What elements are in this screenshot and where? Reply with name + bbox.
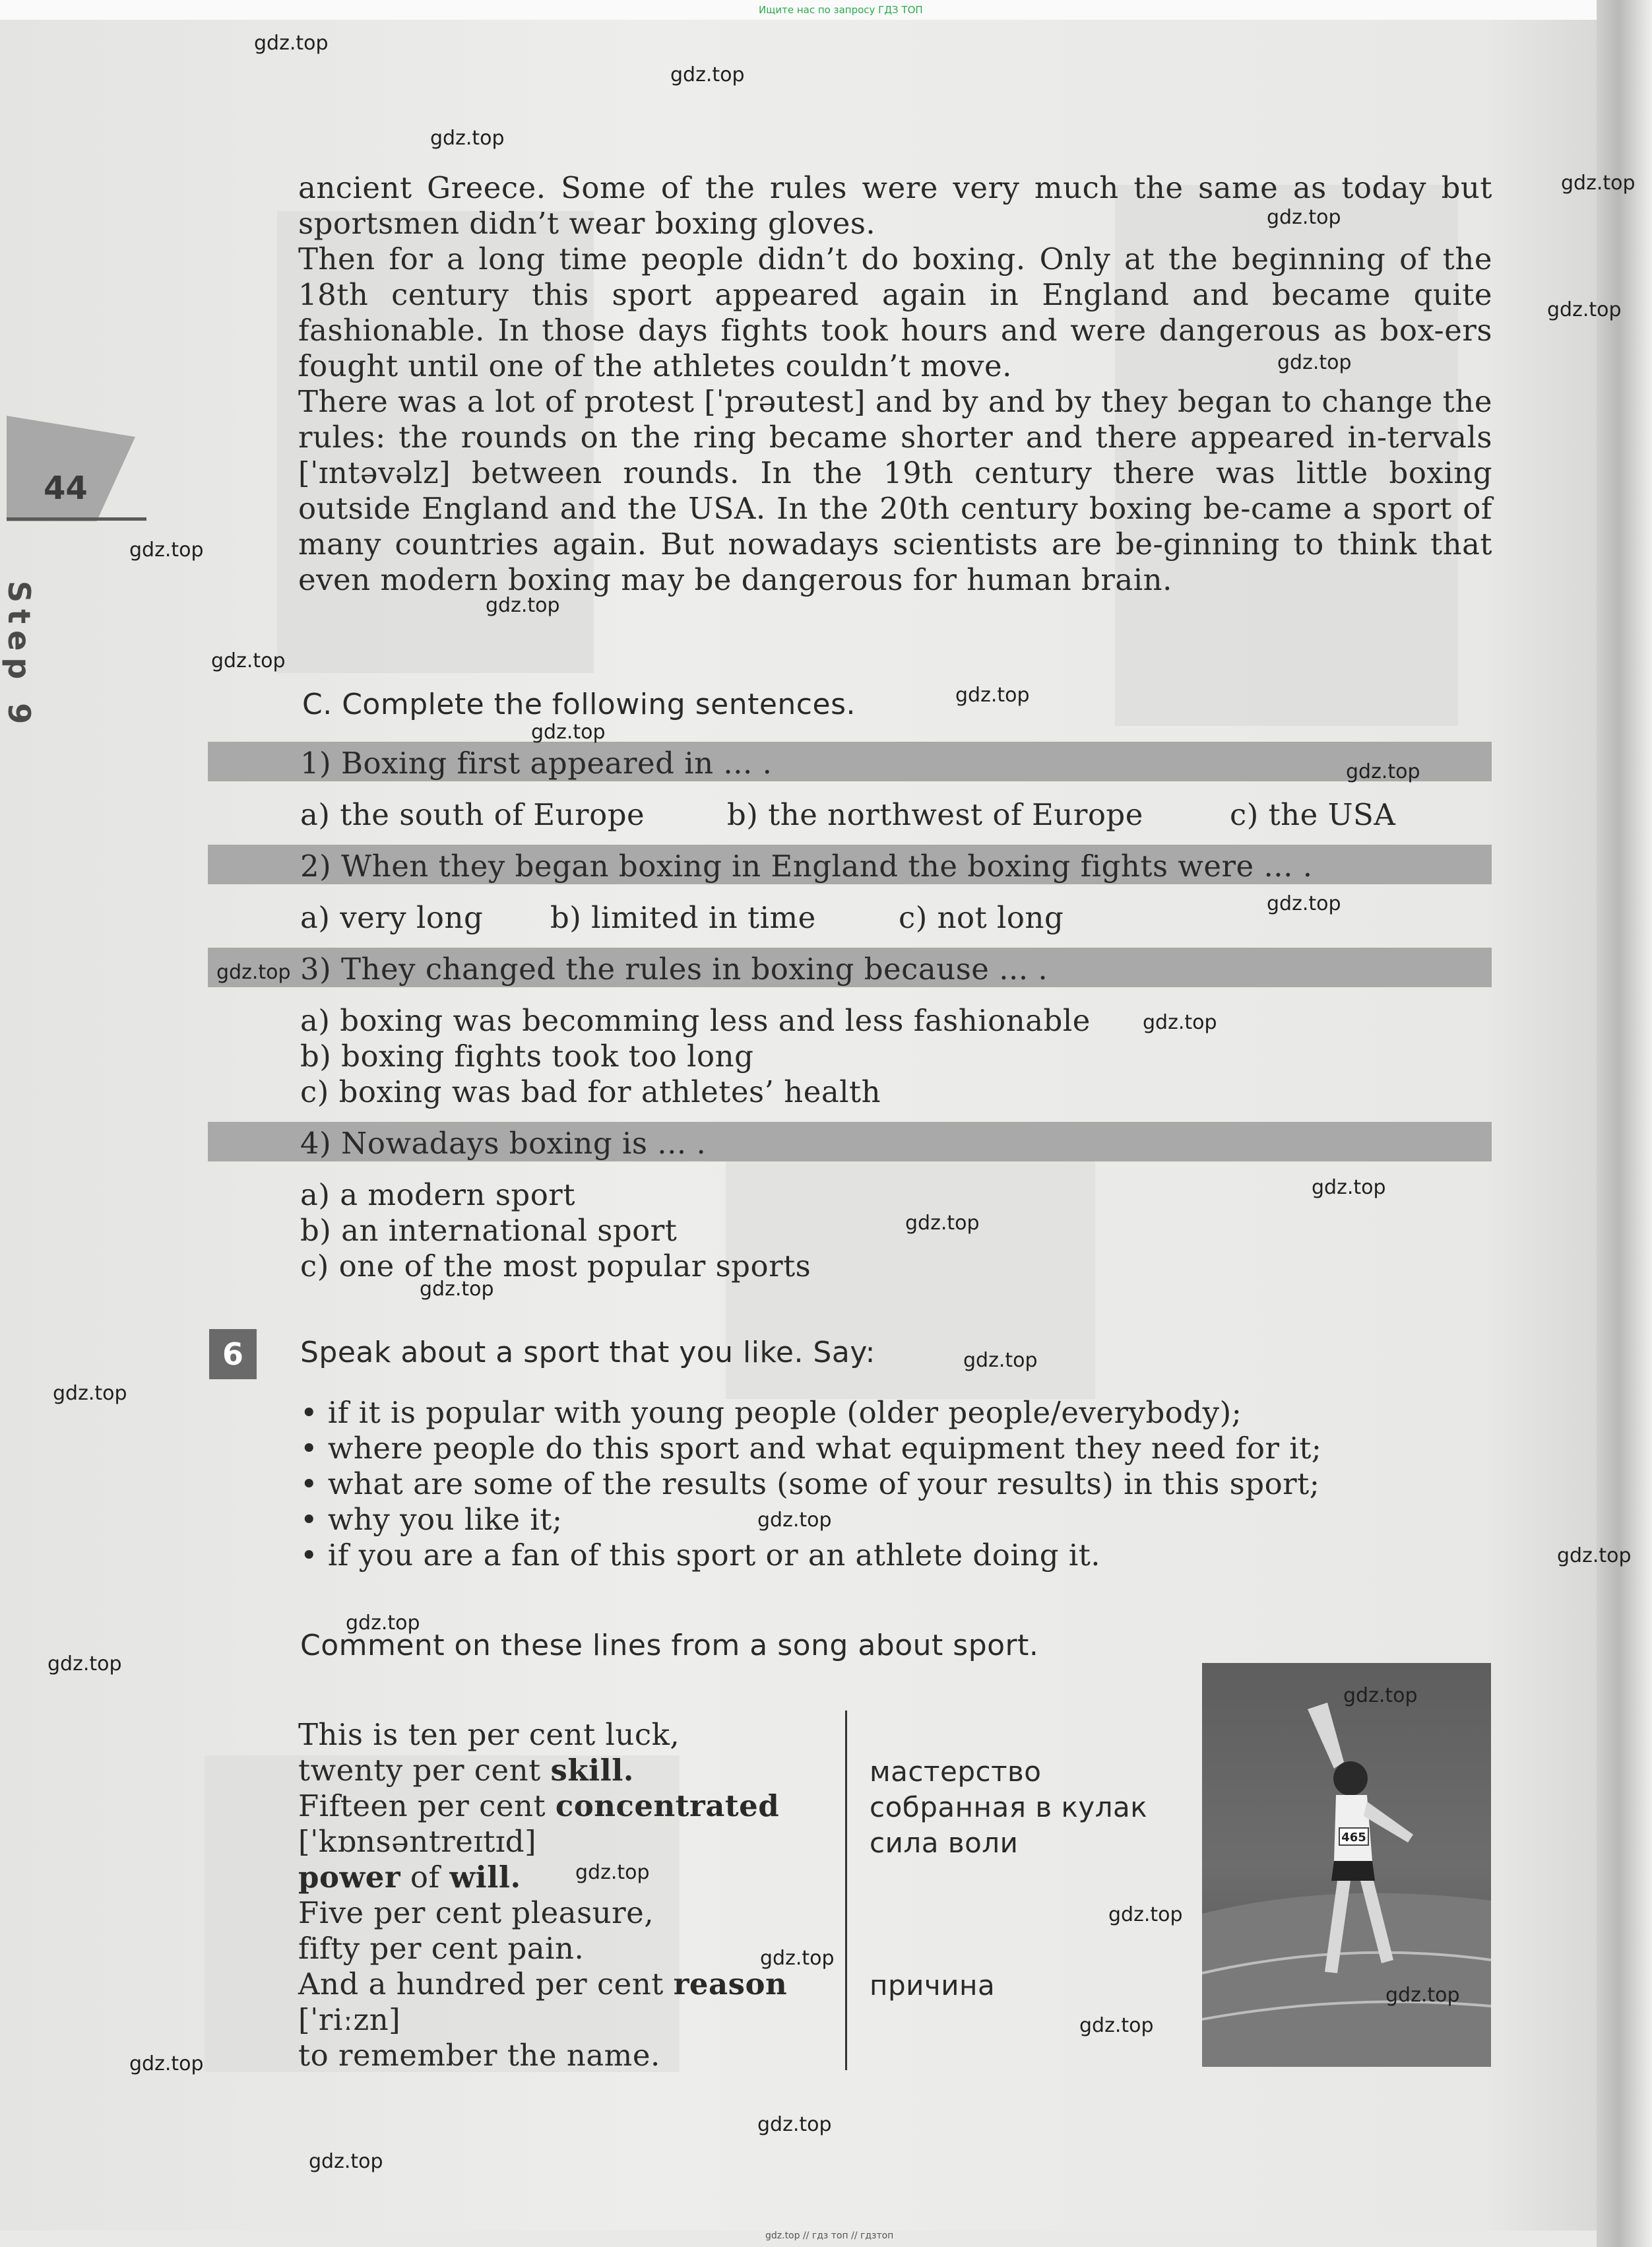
- q4-option-c: c) one of the most popular sports: [300, 1249, 811, 1284]
- page-tab-underline: [7, 517, 146, 521]
- song-line-2: twenty per cent skill.: [298, 1753, 634, 1788]
- step-label: Step 9: [1, 581, 37, 731]
- top-note: Ищите нас по запросу ГДЗ ТОП: [759, 4, 923, 16]
- watermark: gdz.top: [129, 538, 204, 562]
- exercise-c-instruction: C. Complete the following sentences.: [302, 688, 856, 721]
- watermark: gdz.top: [757, 2113, 832, 2136]
- song-line-7: fifty per cent pain.: [298, 1931, 585, 1966]
- question-3: 3) They changed the rules in boxing because ... .: [300, 952, 1048, 987]
- top-strip: [0, 0, 1652, 20]
- question-2: 2) When they began boxing in England the boxing fights were ... .: [300, 849, 1313, 884]
- glossary-divider: [845, 1710, 847, 2070]
- watermark: gdz.top: [1343, 1684, 1418, 1707]
- watermark: gdz.top: [670, 63, 745, 86]
- glossary-reason: причина: [870, 1969, 996, 2002]
- task6-instruction: Speak about a sport that you like. Say:: [300, 1336, 875, 1369]
- watermark: gdz.top: [1079, 2014, 1154, 2037]
- watermark: gdz.top: [1346, 760, 1420, 783]
- q2-option-a: a) very long: [300, 900, 484, 935]
- task6-bullet-4: • why you like it;: [300, 1502, 563, 1537]
- glossary-skill: мастерство: [870, 1755, 1042, 1788]
- q4-option-b: b) an international sport: [300, 1213, 678, 1248]
- watermark: gdz.top: [211, 649, 286, 672]
- song-line-4: [ˈkɒnsəntreɪtɪd]: [298, 1824, 537, 1859]
- watermark: gdz.top: [1267, 892, 1341, 915]
- q1-option-b: b) the northwest of Europe: [727, 797, 1143, 832]
- watermark: gdz.top: [1557, 1544, 1632, 1567]
- watermark: gdz.top: [430, 127, 505, 150]
- page-number: 44: [44, 470, 88, 507]
- task6-bullet-2: • where people do this sport and what equipment they need for it;: [300, 1431, 1322, 1466]
- comment-instruction: Comment on these lines from a song about sport.: [300, 1629, 1039, 1662]
- watermark: gdz.top: [955, 684, 1030, 707]
- task6-bullet-3: • what are some of the results (some of your results) in this sport;: [300, 1466, 1320, 1501]
- watermark: gdz.top: [575, 1861, 650, 1884]
- watermark: gdz.top: [1385, 1984, 1460, 2007]
- page-gutter: [1597, 0, 1652, 2247]
- q1-option-c: c) the USA: [1230, 797, 1396, 832]
- watermark: gdz.top: [1108, 1903, 1183, 1926]
- watermark: gdz.top: [420, 1278, 494, 1301]
- glossary-will-power: сила воли: [870, 1827, 1019, 1859]
- song-line-1: This is ten per cent luck,: [298, 1717, 680, 1752]
- question-4: 4) Nowadays boxing is ... .: [300, 1126, 707, 1161]
- song-line-10: to remember the name.: [298, 2038, 660, 2073]
- watermark: gdz.top: [905, 1212, 980, 1235]
- bottom-note: gdz.top // гдз топ // гдзтоп: [765, 2231, 894, 2241]
- q3-option-c: c) boxing was bad for athletes’ health: [300, 1074, 881, 1109]
- watermark: gdz.top: [309, 2150, 383, 2173]
- watermark: gdz.top: [1267, 206, 1341, 229]
- task-number-box: 6: [209, 1329, 257, 1379]
- reading-paragraph-1: ancient Greece. Some of the rules were very much the same as today but sportsmen didn’t wear boxing gloves.: [298, 170, 1492, 241]
- watermark: gdz.top: [963, 1349, 1038, 1372]
- watermark: gdz.top: [1143, 1011, 1217, 1034]
- bib-number: 465: [1341, 1831, 1366, 1844]
- task6-bullet-5: • if you are a fan of this sport or an athlete doing it.: [300, 1538, 1101, 1573]
- song-line-5: power of will.: [298, 1860, 521, 1895]
- watermark: gdz.top: [1547, 298, 1622, 321]
- reading-paragraph-2: Then for a long time people didn’t do boxing. Only at the beginning of the 18th century this sport appeared again in England and became quite fashionable. In those days fights took hours and were dangerous as box-ers fought until one of the athletes couldn’t move.: [298, 242, 1492, 383]
- q3-option-b: b) boxing fights took too long: [300, 1039, 754, 1074]
- watermark: gdz.top: [48, 1652, 122, 1676]
- watermark: gdz.top: [486, 594, 560, 617]
- reading-paragraph-3: There was a lot of protest [ˈprəutest] and by and by they began to change the rules: the rounds on the ring became shorter and there appeared in-tervals [ˈɪntəvəlz] between rounds. In the 19th century there was little boxing outside England and the USA. In the 20th century boxing be-came a sport of many countries again. But nowadays scientists are be-ginning to think that even modern boxing may be dangerous for human brain.: [298, 384, 1492, 597]
- watermark: gdz.top: [346, 1612, 420, 1635]
- q1-option-a: a) the south of Europe: [300, 797, 645, 832]
- q2-option-c: c) not long: [899, 900, 1064, 935]
- watermark: gdz.top: [1277, 351, 1352, 374]
- watermark: gdz.top: [760, 1947, 835, 1970]
- song-line-8: And a hundred per cent reason: [298, 1967, 788, 2002]
- watermark: gdz.top: [1561, 172, 1636, 195]
- watermark: gdz.top: [254, 32, 329, 55]
- watermark: gdz.top: [53, 1382, 127, 1405]
- watermark: gdz.top: [1312, 1176, 1386, 1199]
- song-line-3: Fifteen per cent concentrated: [298, 1788, 780, 1823]
- watermark: gdz.top: [129, 2052, 204, 2075]
- question-1: 1) Boxing first appeared in ... .: [300, 746, 773, 781]
- q2-option-b: b) limited in time: [550, 900, 816, 935]
- task6-bullet-1: • if it is popular with young people (older people/everybody);: [300, 1395, 1242, 1430]
- watermark: gdz.top: [216, 961, 291, 984]
- watermark: gdz.top: [757, 1509, 832, 1532]
- song-line-6: Five per cent pleasure,: [298, 1895, 654, 1930]
- q3-option-a: a) boxing was becomming less and less fashionable: [300, 1003, 1091, 1038]
- q4-option-a: a) a modern sport: [300, 1177, 575, 1212]
- glossary-concentrated: собранная в кулак: [870, 1791, 1148, 1823]
- watermark: gdz.top: [531, 721, 606, 744]
- song-line-9: [ˈriːzn]: [298, 2002, 401, 2037]
